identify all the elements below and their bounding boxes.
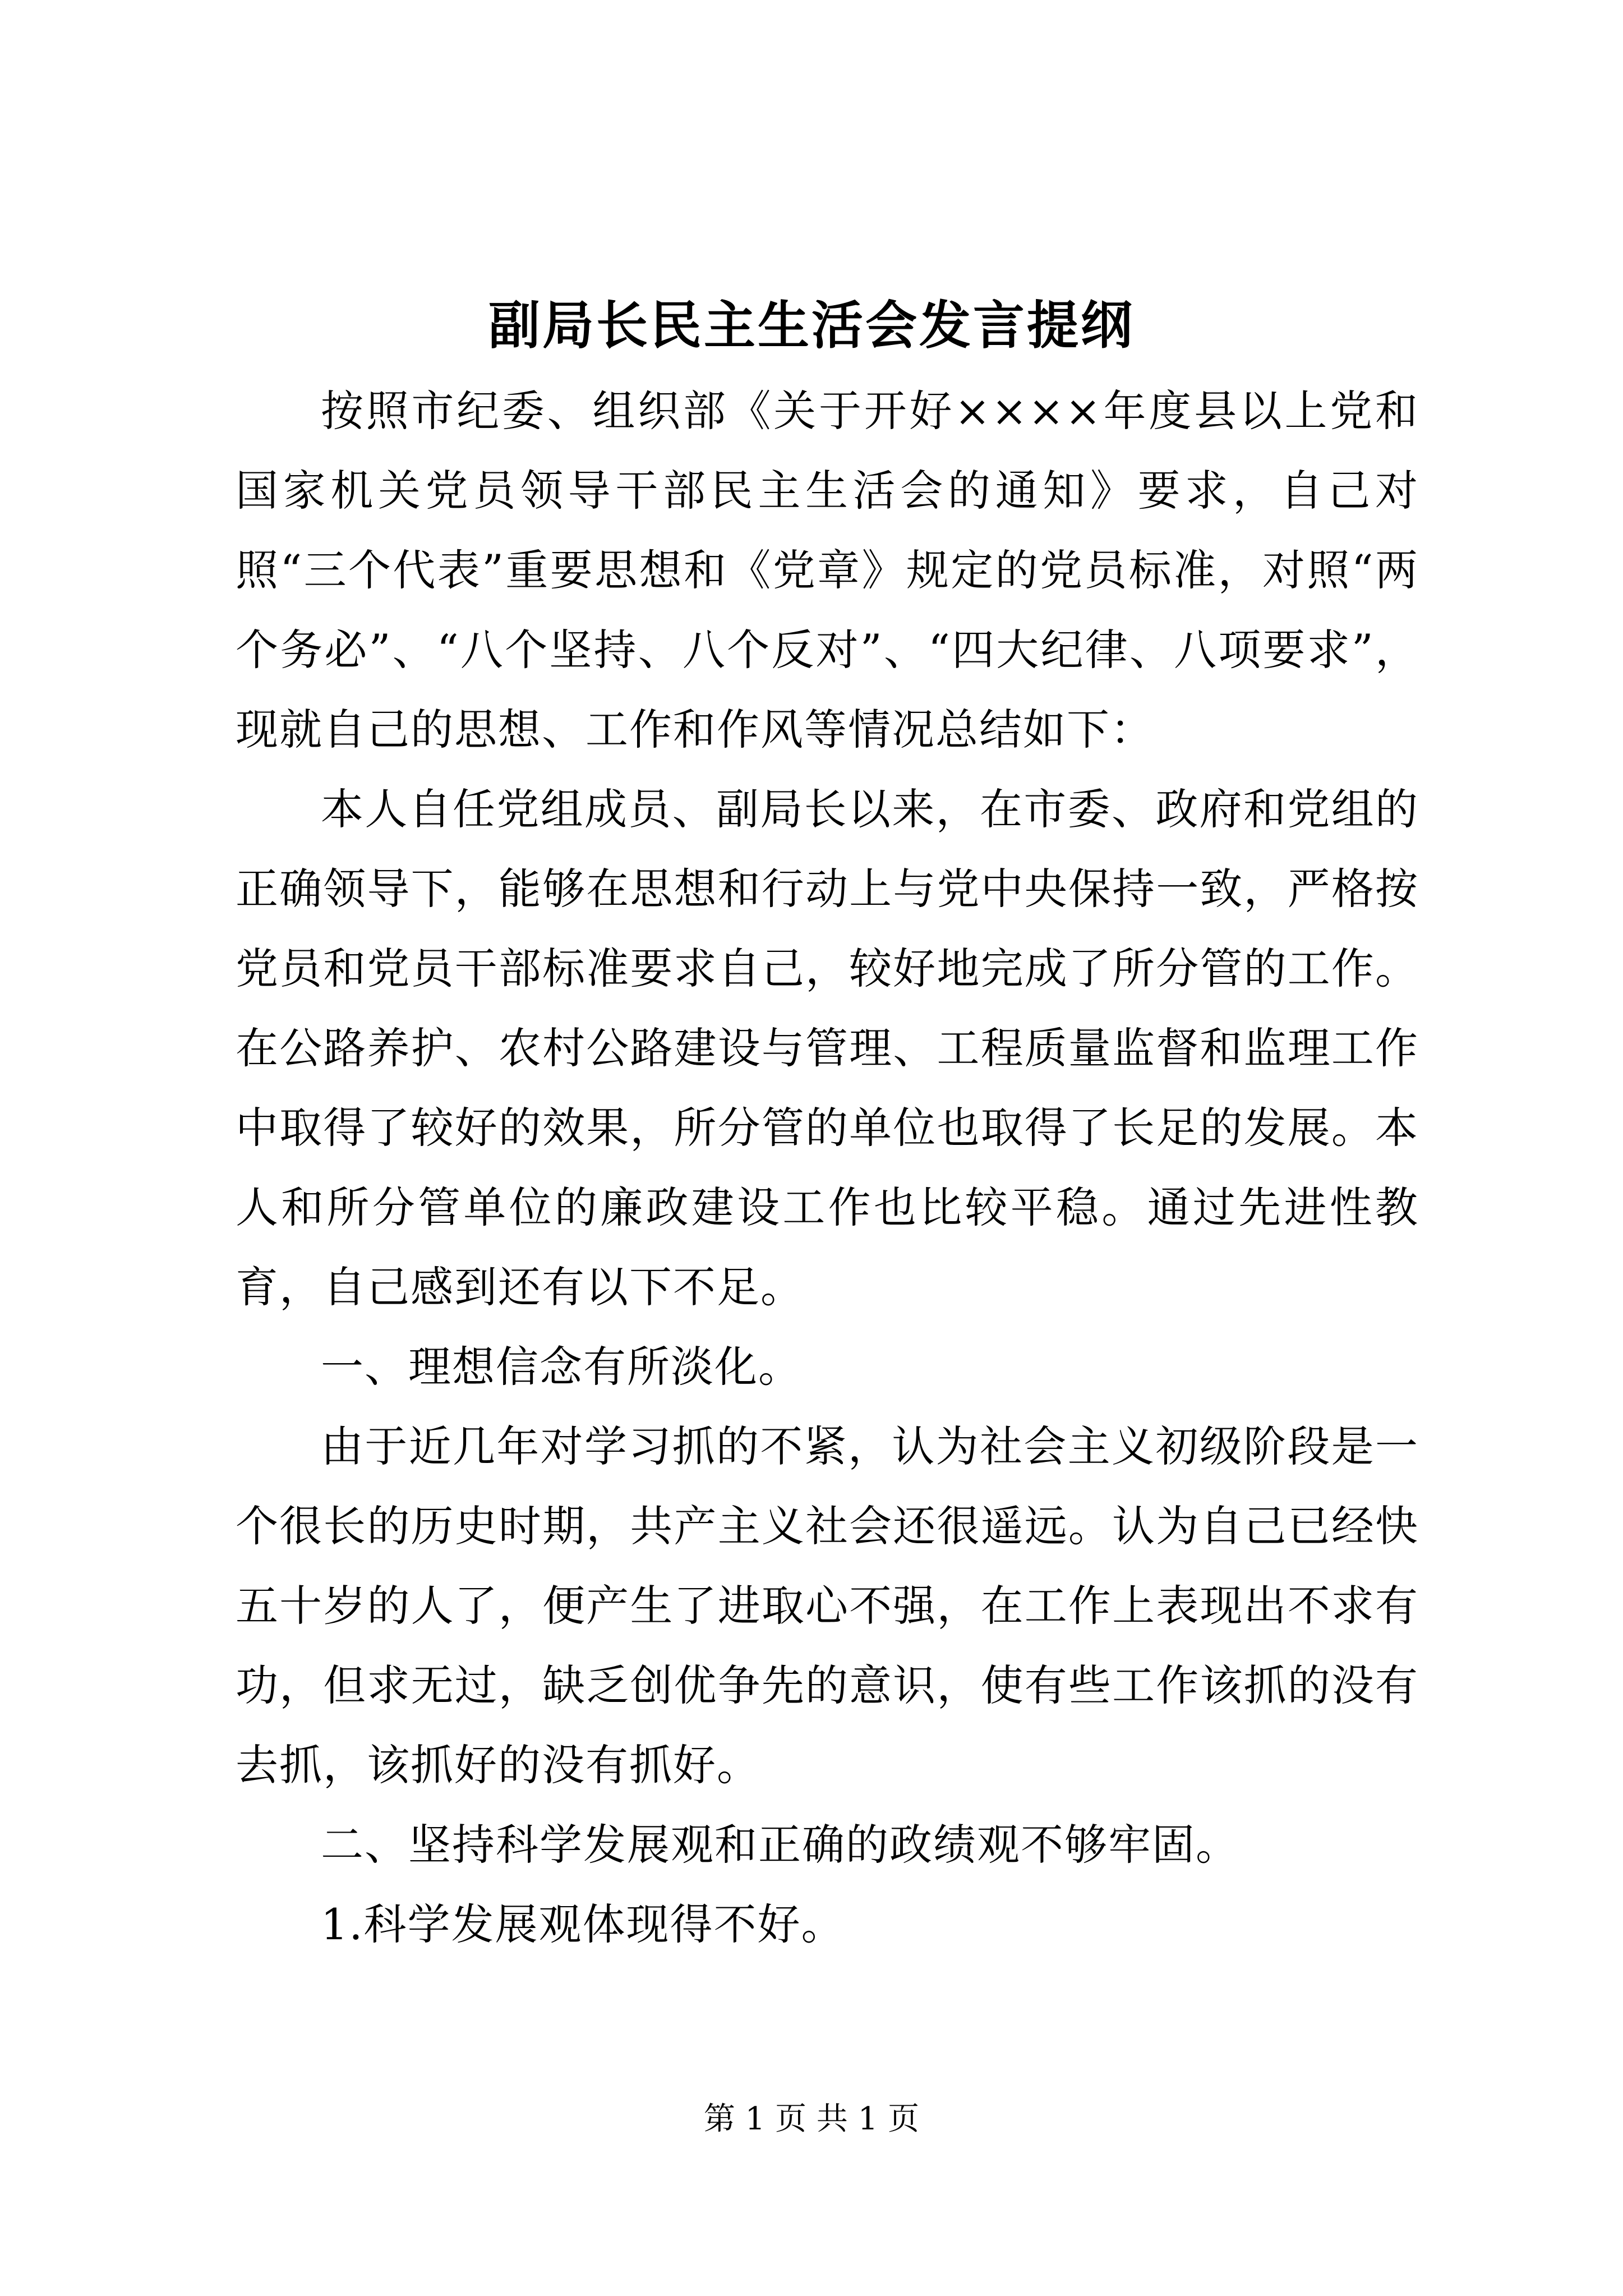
heading-section-2: 二、坚持科学发展观和正确的政绩观不够牢固。 xyxy=(321,1820,1239,1870)
paragraph-self-review: 本人自任党组成员、副局长以来，在市委、政府和党组的正确领导下，能够在思想和行动上与党中央保持一致，严格按党员和党员干部标准要求自己，较好地完成了所分管的工作。在公路养护、农村公路建设与管理、工程质量监督和监理工作中取得了较好的效果，所分管的单位也取得了长足的发展。本人和所分管单位的廉政建设工作也比较平稳。通过先进性教育，自己感到还有以下不足。 xyxy=(236,784,1419,1312)
heading-subsection-2-1: 1.科学发展观体现得不好。 xyxy=(321,1899,845,1949)
document-body xyxy=(236,371,1419,1964)
paragraph-intro: 按照市纪委、组织部《关于开好××××年度县以上党和国家机关党员领导干部民主生活会的通知》要求，自己对照“三个代表”重要思想和《党章》规定的党员标准，对照“两个务必”、“八个坚持、八个反对”、“四大纪律、八项要求”，现就自己的思想、工作和作风等情况总结如下： xyxy=(236,386,1419,754)
paragraph-section-1: 由于近几年对学习抓的不紧，认为社会主义初级阶段是一个很长的历史时期，共产主义社会还很遥远。认为自己已经快五十岁的人了，便产生了进取心不强，在工作上表现出不求有功，但求无过，缺乏创优争先的意识，使有些工作该抓的没有去抓，该抓好的没有抓好。 xyxy=(236,1421,1419,1790)
document-title: 副局长民主生活会发言提纲 xyxy=(488,295,1135,356)
page-footer: 第 1 页 共 1 页 xyxy=(703,2101,920,2137)
heading-section-1: 一、理想信念有所淡化。 xyxy=(321,1342,802,1392)
